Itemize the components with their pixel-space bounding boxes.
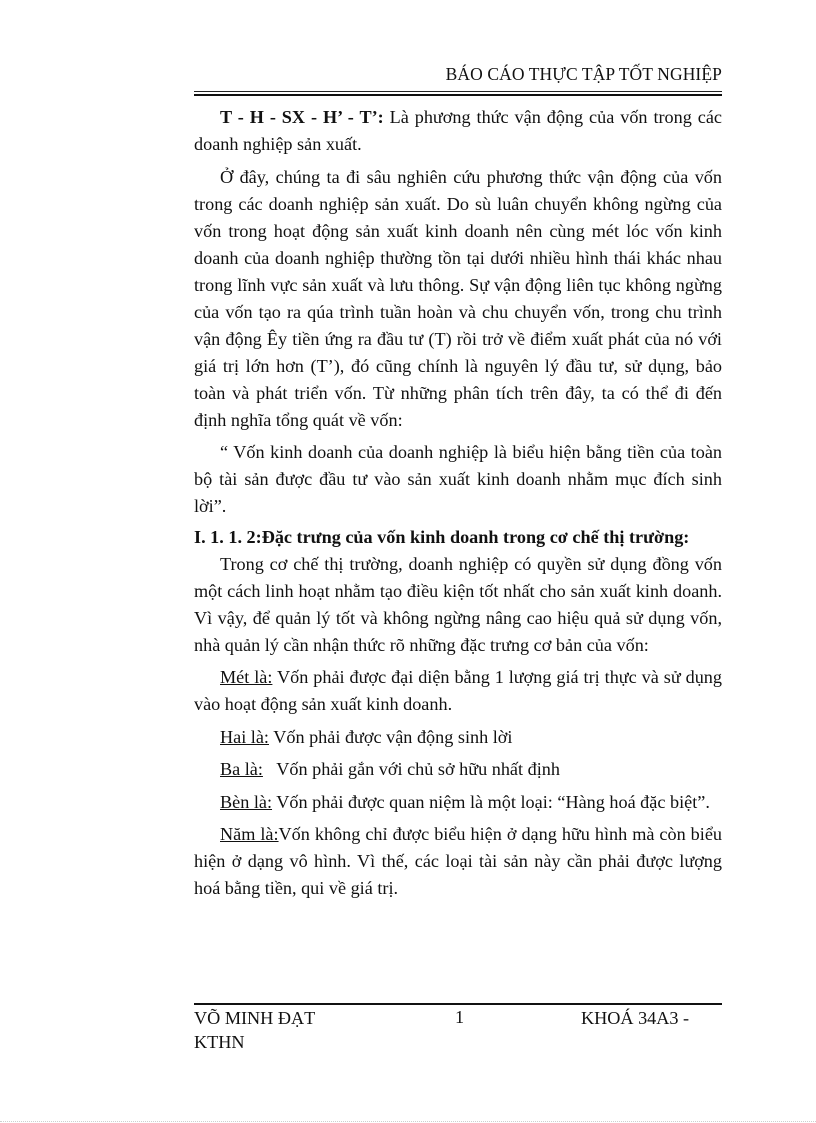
page-edge xyxy=(0,1121,816,1122)
footer-dept: KTHN xyxy=(194,1032,245,1052)
paragraph-formula xyxy=(194,104,722,158)
list-item-second xyxy=(194,724,722,751)
item-label: Mét là: xyxy=(220,667,273,687)
item-label: Ba là: xyxy=(220,759,263,779)
list-item-fourth xyxy=(194,789,722,816)
list-item-first xyxy=(194,664,722,718)
item-text: Vốn phải được vận động sinh lời xyxy=(269,726,513,747)
item-label: Năm là: xyxy=(220,824,279,844)
footer-author: VÕ MINH ĐẠT xyxy=(194,1008,316,1028)
header-divider xyxy=(194,91,722,92)
paragraph-capital-movement: Ở đây, chúng ta đi sâu nghiên cứu phương thức vận động của vốn trong các doanh nghiệp sản xuất. Do sù luân chuyển không ngừng của vốn trong hoạt động sản xuất kinh doanh nên cùng mét lóc vốn kinh doanh của doanh nghiệp thường tồn tại dưới nhiều hình thái khác nhau trong lĩnh vực sản xuất và lưu thông. Sự vận động liên tục không ngừng của vốn tạo ra qúa trình tuần hoàn và chu chuyển vốn, trong chu trình vận động Êy tiền ứng ra đầu tư (T) rồi trở về điểm xuất phát của nó với giá trị lớn hơn (T’), đó cũng chính là nguyên lý đầu tư, sử dụng, bảo toàn và phát triển vốn. Từ những phân tích trên đây, ta có thể đi đến định nghĩa tổng quát về vốn: xyxy=(194,166,722,430)
footer-author-block xyxy=(194,1006,315,1054)
paragraph-capital-definition: “ Vốn kinh doanh của doanh nghiệp là biểu hiện bằng tiền của toàn bộ tài sản được đầu tư vào sản xuất kinh doanh nhằm mục đích sinh lời”. xyxy=(194,442,722,516)
page-number: 1 xyxy=(455,1007,465,1027)
footer-course: KHOÁ 34A3 - xyxy=(581,1008,690,1028)
list-item-fifth xyxy=(194,821,722,902)
formula-label: T - H - SX - H’ - T’: xyxy=(220,107,384,127)
formula-text: Là phương thức vận động của vốn trong các doanh nghiệp sản xuất. xyxy=(194,107,722,154)
item-text: Vốn không chỉ được biểu hiện ở dạng hữu hình mà còn biểu hiện ở dạng vô hình. Vì thế, các loại tài sản này cần phải được lượng hoá bằng tiền, qui về giá trị. xyxy=(194,824,722,898)
page-body xyxy=(194,104,722,908)
section-heading: I. 1. 1. 2:Đặc trưng của vốn kinh doanh trong cơ chế thị trường: xyxy=(194,526,690,547)
item-text: Vốn phải gắn với chủ sở hữu nhất định xyxy=(262,759,560,779)
list-item-third xyxy=(194,756,722,783)
item-label: Hai là: xyxy=(220,726,269,747)
item-text: Vốn phải được quan niệm là một loại: “Hàng hoá đặc biệt”. xyxy=(272,791,710,812)
paragraph-market-capital: Trong cơ chế thị trường, doanh nghiệp có quyền sử dụng đồng vốn một cách linh hoạt nhằm tạo điều kiện tốt nhất cho sản xuất kinh doanh. Vì vậy, để quản lý tốt và không ngừng nâng cao hiệu quả sử dụng vốn, nhà quản lý cần nhận thức rõ những đặc trưng cơ bản của vốn: xyxy=(194,553,722,655)
header-title: BÁO CÁO THỰC TẬP TỐT NGHIỆP xyxy=(445,64,722,84)
header-divider-thick xyxy=(194,94,722,96)
item-label: Bèn là: xyxy=(220,791,273,812)
item-text: Vốn phải được đại diện bằng 1 lượng giá trị thực và sử dụng vào hoạt động sản xuất kinh doanh. xyxy=(194,667,722,714)
